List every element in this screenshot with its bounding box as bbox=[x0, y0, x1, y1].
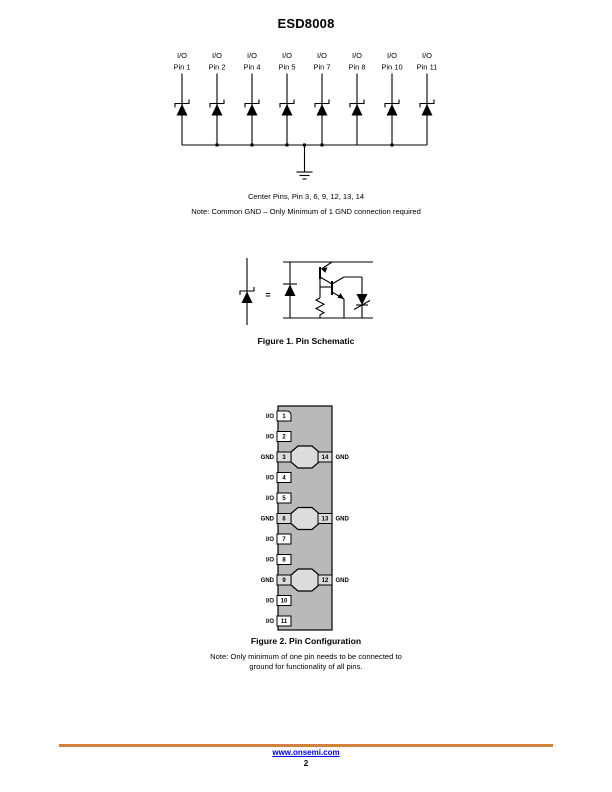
diode-icon bbox=[212, 104, 223, 116]
transistor-icon bbox=[320, 277, 344, 299]
pin-label: Pin 8 bbox=[348, 62, 366, 72]
io-pin-column-1 bbox=[173, 51, 190, 145]
resistor-icon bbox=[316, 279, 324, 318]
pin-number: 14 bbox=[321, 455, 329, 462]
pin-label: Pin 5 bbox=[278, 62, 296, 72]
pin-function-label: I/O bbox=[265, 475, 274, 482]
diode-icon bbox=[285, 285, 296, 297]
pin-number: 10 bbox=[280, 598, 288, 605]
diode-icon bbox=[177, 104, 188, 116]
pin-number: 8 bbox=[282, 557, 286, 564]
pin-label: Pin 7 bbox=[313, 62, 331, 72]
pin-label: Pin 4 bbox=[243, 62, 261, 72]
pin-schematic-figure bbox=[235, 253, 380, 333]
pin-function-label: GND bbox=[260, 516, 274, 523]
diode-icon bbox=[422, 104, 433, 116]
pin-number: 7 bbox=[282, 537, 286, 544]
pin-function-label: GND bbox=[260, 455, 274, 462]
pin-number: 2 bbox=[282, 434, 286, 441]
pin-label: Pin 10 bbox=[381, 62, 403, 72]
figure1-caption: Figure 1. Pin Schematic bbox=[257, 336, 355, 346]
diode-icon bbox=[352, 104, 363, 116]
page-title: ESD8008 bbox=[277, 16, 335, 31]
pin-number: 9 bbox=[282, 578, 286, 585]
pin-function-label: I/O bbox=[265, 434, 274, 441]
io-label: I/O bbox=[246, 51, 258, 60]
io-label: I/O bbox=[211, 51, 223, 60]
figure2-caption: Figure 2. Pin Configuration bbox=[250, 636, 362, 646]
pin-function-label: GND bbox=[260, 578, 274, 585]
diode-array-schematic bbox=[150, 42, 470, 187]
diode-icon bbox=[317, 104, 328, 116]
common-gnd-note: Note: Common GND – Only Minimum of 1 GND connection required bbox=[191, 207, 421, 216]
ground-symbol-icon bbox=[297, 145, 313, 179]
pin-label: Pin 2 bbox=[208, 62, 226, 72]
diode-icon bbox=[387, 104, 398, 116]
pin-number: 12 bbox=[321, 578, 329, 585]
io-pin-column-8 bbox=[417, 51, 438, 145]
pin-number: 5 bbox=[282, 496, 286, 503]
io-label: I/O bbox=[281, 51, 293, 60]
pin-function-label: GND bbox=[335, 455, 349, 462]
io-pin-column-5 bbox=[313, 51, 330, 145]
transistor-icon bbox=[320, 262, 332, 284]
pin-number: 13 bbox=[321, 516, 329, 523]
pin-function-label: I/O bbox=[265, 414, 274, 421]
pin-function-label: I/O bbox=[265, 557, 274, 564]
io-label: I/O bbox=[316, 51, 328, 60]
pin-number: 4 bbox=[282, 475, 286, 482]
diode-icon bbox=[282, 104, 293, 116]
pin-number: 3 bbox=[282, 455, 286, 462]
pin-number: 11 bbox=[280, 619, 288, 626]
pin-function-label: I/O bbox=[265, 619, 274, 626]
equals-sign: = bbox=[265, 290, 271, 300]
center-pins-text: Center Pins, Pin 3, 6, 9, 12, 13, 14 bbox=[247, 192, 365, 201]
figure2-note-line2: ground for functionality of all pins. bbox=[249, 662, 363, 671]
pin-configuration-figure bbox=[240, 403, 375, 635]
io-label: I/O bbox=[386, 51, 398, 60]
figure2-note-line1: Note: Only minimum of one pin needs to be connected to bbox=[210, 652, 402, 661]
zener-diode-icon bbox=[354, 277, 370, 318]
io-pin-column-3 bbox=[243, 51, 260, 145]
io-label: I/O bbox=[421, 51, 433, 60]
zener-diode-symbol-icon bbox=[240, 258, 254, 325]
pin-label: Pin 11 bbox=[416, 62, 438, 72]
io-label: I/O bbox=[176, 51, 188, 60]
pin-function-label: GND bbox=[335, 516, 349, 523]
equivalent-circuit bbox=[283, 262, 373, 318]
pin-number: 6 bbox=[282, 516, 286, 523]
io-pin-column-6 bbox=[348, 51, 365, 145]
io-pin-column-7 bbox=[381, 51, 402, 145]
io-label: I/O bbox=[351, 51, 363, 60]
diode-icon bbox=[247, 104, 258, 116]
io-pin-column-2 bbox=[208, 51, 225, 145]
io-pin-column-4 bbox=[278, 51, 295, 145]
footer-divider bbox=[59, 744, 553, 747]
pin-function-label: I/O bbox=[265, 496, 274, 503]
page-number: 2 bbox=[303, 759, 309, 768]
pin-number: 1 bbox=[282, 414, 286, 421]
onsemi-link-text[interactable]: www.onsemi.com bbox=[272, 748, 340, 757]
onsemi-link[interactable] bbox=[0, 748, 612, 757]
pin-function-label: GND bbox=[335, 578, 349, 585]
pin-function-label: I/O bbox=[265, 537, 274, 544]
pin-label: Pin 1 bbox=[173, 62, 191, 72]
pin-function-label: I/O bbox=[265, 598, 274, 605]
